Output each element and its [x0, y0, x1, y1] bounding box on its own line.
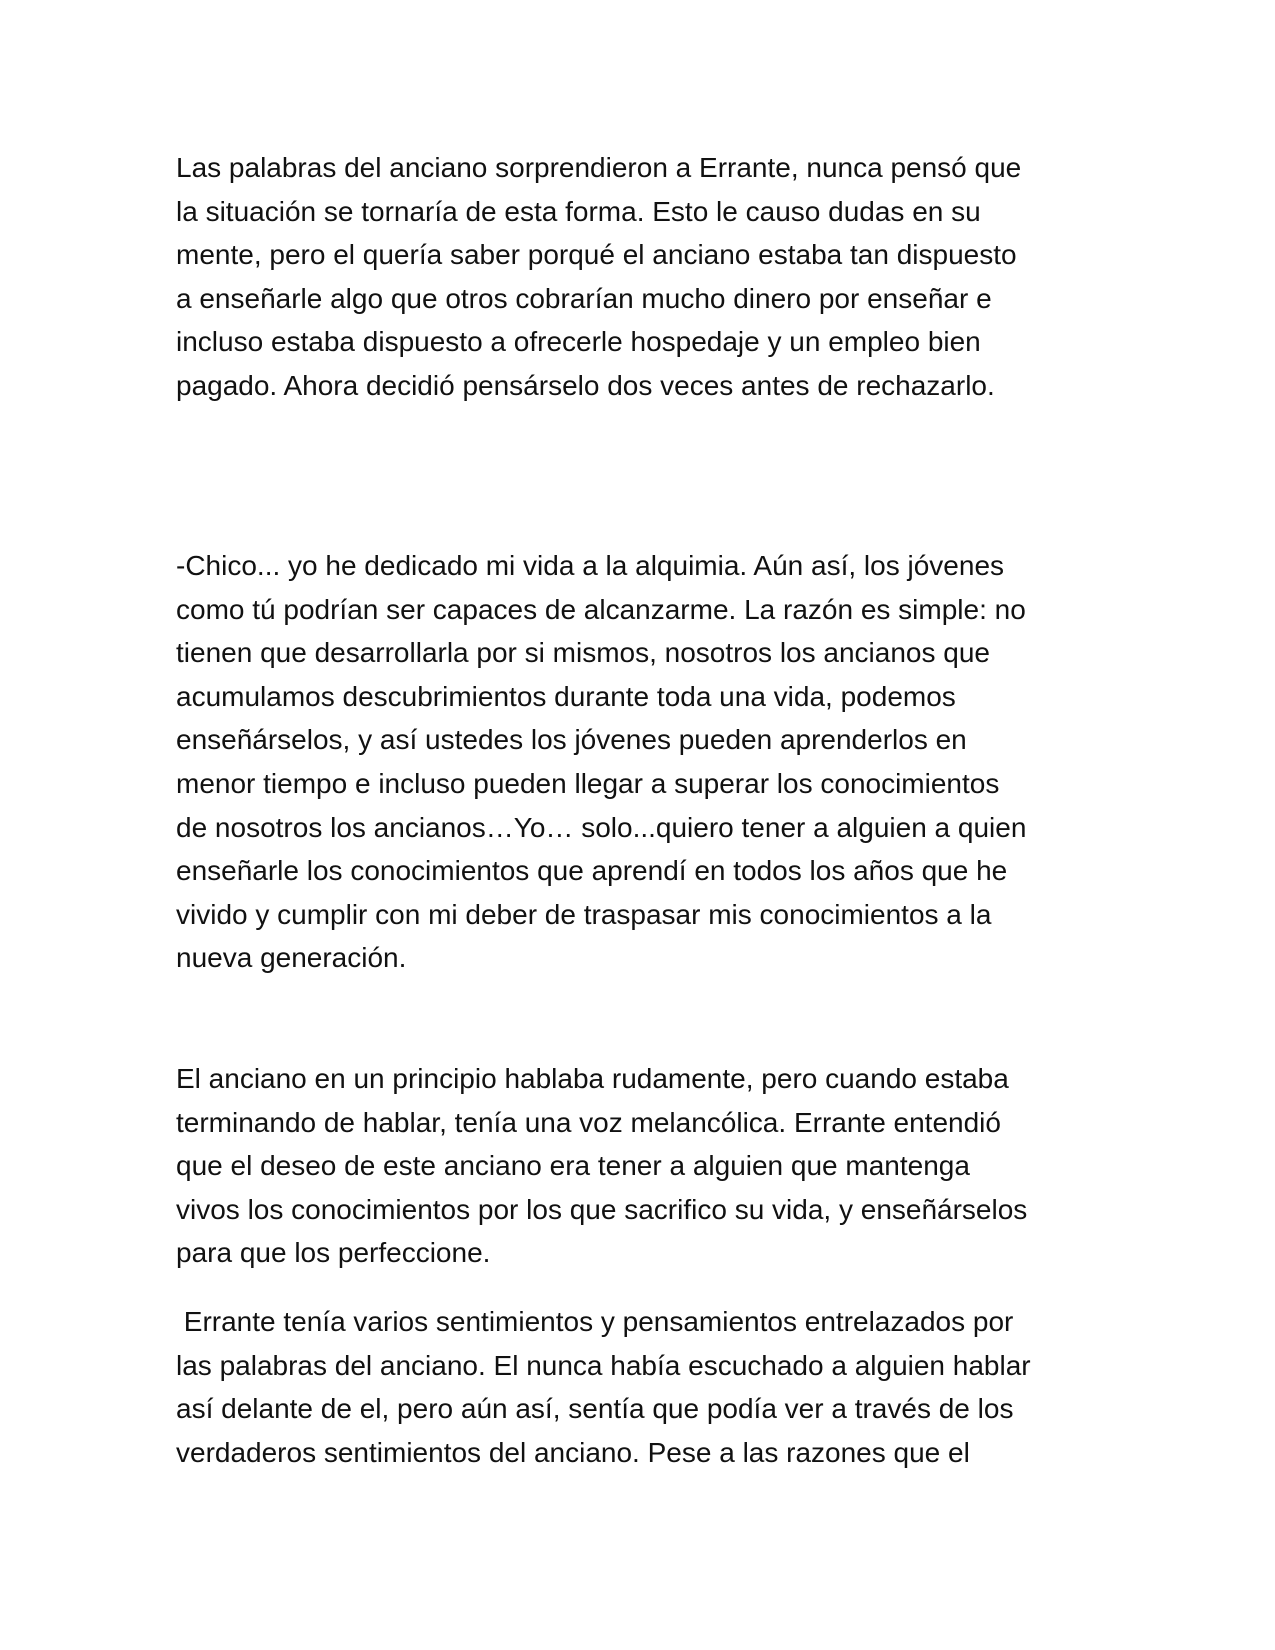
- paragraph-line: así delante de el, pero aún así, sentía que podía ver a través de los: [176, 1393, 1014, 1425]
- paragraph-line: a enseñarle algo que otros cobrarían mucho dinero por enseñar e: [176, 282, 992, 314]
- paragraph-line: Las palabras del anciano sorprendieron a Errante, nunca pensó que: [176, 152, 1022, 183]
- paragraph-line: vivido y cumplir con mi deber de traspasar mis conocimientos a la: [176, 898, 992, 930]
- paragraph-line: como tú podrían ser capaces de alcanzarme. La razón es simple: no: [176, 593, 1026, 625]
- paragraph-line: pagado. Ahora decidió pensárselo dos veces antes de rechazarlo.: [176, 369, 995, 401]
- paragraph-line: enseñárselos, y así ustedes los jóvenes pueden aprenderlos en: [176, 724, 967, 756]
- paragraph-line: -Chico... yo he dedicado mi vida a la alquimia. Aún así, los jóvenes: [176, 550, 1005, 581]
- paragraph-line: de nosotros los ancianos…Yo… solo...quiero tener a alguien a quien: [176, 811, 1027, 843]
- paragraph-line: las palabras del anciano. El nunca había escuchado a alguien hablar: [176, 1349, 1031, 1381]
- paragraph-line: verdaderos sentimientos del anciano. Pese a las razones que el: [176, 1436, 970, 1468]
- paragraph-line: incluso estaba dispuesto a ofrecerle hospedaje y un empleo bien: [176, 326, 981, 358]
- paragraph-4: [176, 1300, 1106, 1474]
- paragraph-line: terminando de hablar, tenía una voz melancólica. Errante entendió: [176, 1106, 1001, 1138]
- paragraph-line: tienen que desarrollarla por si mismos, nosotros los ancianos que: [176, 637, 990, 669]
- paragraph-line: Errante tenía varios sentimientos y pensamientos entrelazados por: [176, 1306, 1014, 1337]
- paragraph-line: acumulamos descubrimientos durante toda una vida, podemos: [176, 680, 956, 712]
- paragraph-line: para que los perfeccione.: [176, 1237, 491, 1269]
- paragraph-line: El anciano en un principio hablaba rudamente, pero cuando estaba: [176, 1063, 1009, 1094]
- paragraph-line: vivos los conocimientos por los que sacrifico su vida, y enseñárselos: [176, 1193, 1028, 1225]
- paragraph-2: [176, 544, 1106, 980]
- paragraph-line: nueva generación.: [176, 942, 407, 974]
- paragraph-1: [176, 146, 1106, 408]
- paragraph-line: que el deseo de este anciano era tener a alguien que mantenga: [176, 1150, 970, 1182]
- paragraph-line: menor tiempo e incluso pueden llegar a superar los conocimientos: [176, 767, 1000, 799]
- paragraph-line: mente, pero el quería saber porqué el anciano estaba tan dispuesto: [176, 239, 1017, 271]
- paragraph-line: enseñarle los conocimientos que aprendí en todos los años que he: [176, 855, 1008, 887]
- paragraph-line: la situación se tornaría de esta forma. Esto le causo dudas en su: [176, 195, 981, 227]
- paragraph-3: [176, 1057, 1106, 1275]
